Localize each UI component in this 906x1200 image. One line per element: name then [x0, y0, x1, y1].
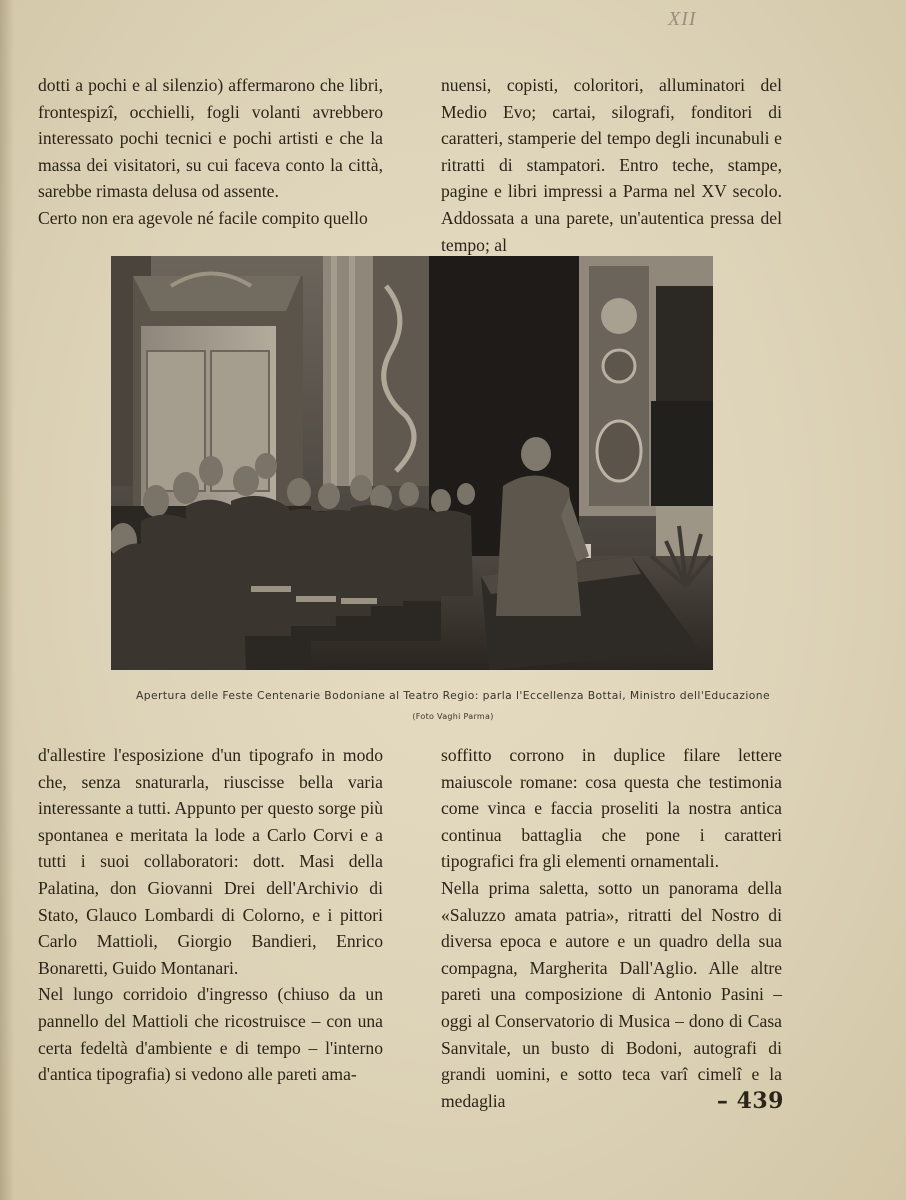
paragraph: Certo non era agevole né facile compito quello	[38, 207, 368, 228]
text-column-top-left	[38, 72, 383, 232]
paragraph: d'allestire l'esposizione d'un tipografo in modo che, senza snaturarla, riuscisse bella varia interessante a tutti. Appunto per questo sorge più spontanea e meritata la lode a Carlo Corvi e a tutti i suoi collaboratori: dott. Masi della Palatina, don Giovanni Drei dell'Archivio di Stato, Glauco Lombardi di Colorno, e i pittori Carlo Mattioli, Giorgio Bandieri, Enrico Bonaretti, Guido Montanari.	[38, 745, 383, 978]
paragraph: soffitto corrono in duplice filare lettere maiuscole romane: cosa questa che testimonia come vinca e faccia proseliti la nostra antica continua battaglia che pone i caratteri tipografici fra gli elementi ornamentali.	[441, 745, 782, 872]
text-column-top-right	[441, 72, 782, 258]
photo-credit: (Foto Vaghi Parma)	[412, 712, 494, 721]
handwritten-corner-mark: XII	[668, 8, 697, 30]
paragraph: dotti a pochi e al silenzio) affermarono che libri, frontespizî, occhielli, fogli volanti avrebbero interessato pochi tecnici e pochi artisti e che la massa dei visitatori, su cui faceva conto la città, sarebbe rimasta delusa od assente.	[38, 75, 383, 202]
paragraph: nuensi, copisti, coloritori, alluminatori del Medio Evo; cartai, silografi, fonditori di caratteri, stamperie del tempo degli incunabuli e ritratti di stampatori. Entro teche, stampe, pagine e libri impressi a Parma nel XV secolo. Addossata a una parete, un'autentica pressa del tempo; al	[441, 75, 782, 255]
photograph-opening-ceremony	[111, 256, 713, 670]
binding-shadow	[0, 0, 14, 1200]
text-column-bottom-right	[441, 742, 782, 1114]
photo-caption: Apertura delle Feste Centenarie Bodoniane al Teatro Regio: parla l'Eccellenza Bottai, Ministro dell'Educazione	[135, 689, 771, 702]
text-column-bottom-left	[38, 742, 383, 1088]
paragraph: Nella prima saletta, sotto un panorama della «Saluzzo amata patria», ritratti del Nostro di diversa epoca e autore e un quadro della sua compagna, Margherita Dall'Aglio. Alle altre pareti una composizione di Antonio Pasini – oggi al Conservatorio di Musica – dono di Casa Sanvitale, un busto di Bodoni, autografi di grandi uomini, e sotto teca varî cimelî e la medaglia	[441, 877, 782, 1111]
paragraph: Nel lungo corridoio d'ingresso (chiuso da un pannello del Mattioli che ricostruisce – con una certa fedeltà d'ambiente e di tempo – l'interno d'antica tipografia) si vedono alle pareti ama-	[38, 984, 383, 1085]
page-number: – 439	[716, 1088, 784, 1114]
